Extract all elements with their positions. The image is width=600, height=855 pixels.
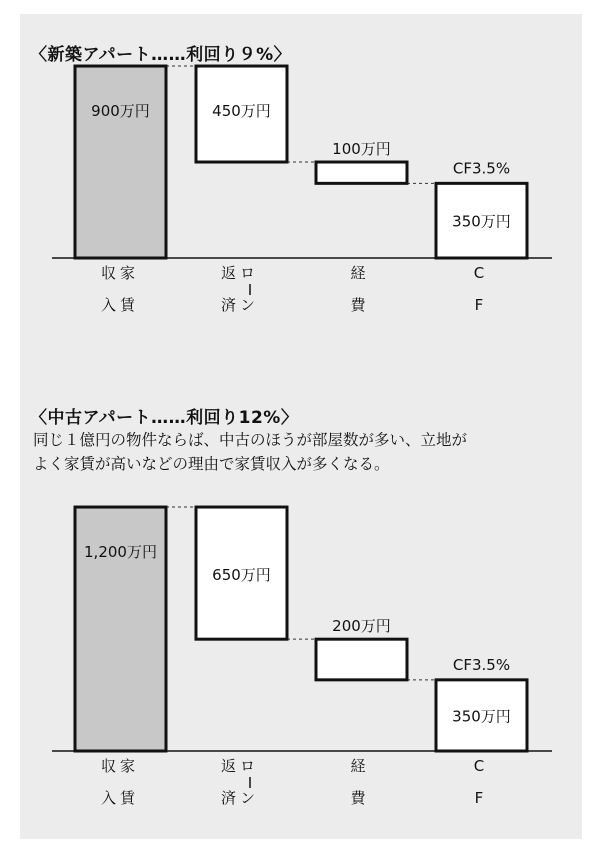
chart1-title: 〈新築アパート……利回り９%〉 bbox=[30, 45, 292, 65]
chart2-category-label-1-bottom: 済ン bbox=[220, 789, 260, 807]
chart1-data-label-repayment: 450万円 bbox=[212, 102, 271, 121]
chart2-waterfall bbox=[0, 480, 600, 825]
chart2-category-label-3-bottom: F bbox=[474, 789, 488, 807]
chart2-category-label-2-top: 経 bbox=[350, 757, 370, 775]
chart1-bar-expenses bbox=[316, 162, 407, 183]
chart2-data-label-repayment: 650万円 bbox=[212, 566, 271, 585]
chart1-data-label-revenue: 900万円 bbox=[91, 102, 150, 121]
chart1-data-label-cash-flow: 350万円 bbox=[452, 212, 511, 231]
chart2-data-label-revenue: 1,200万円 bbox=[84, 543, 157, 562]
chart1-category-label-3-top: C bbox=[473, 264, 489, 282]
chart2-category-label-0-top: 収家 bbox=[100, 757, 140, 775]
chart1-waterfall bbox=[0, 0, 600, 330]
chart2-data-label-cash-flow: 350万円 bbox=[452, 707, 511, 726]
chart2-category-label-3-top: C bbox=[473, 757, 489, 775]
chart1-data-label-expenses: 100万円 bbox=[332, 140, 391, 159]
chart1-category-label-3-bottom: F bbox=[474, 296, 488, 314]
chart1-category-label-0-bottom: 入賃 bbox=[100, 296, 140, 314]
chart1-category-label-0-top: 収家 bbox=[100, 264, 140, 282]
chart2-description-line1: 同じ１億円の物件ならば、中古のほうが部屋数が多い、立地が bbox=[33, 431, 468, 449]
chart1-category-label-1-bottom: 済ン bbox=[220, 296, 260, 314]
chart2-data-label-expenses: 200万円 bbox=[332, 617, 391, 636]
chart1-bar-revenue bbox=[75, 66, 166, 258]
chart2-cf-note: CF3.5% bbox=[452, 655, 511, 674]
chart2-category-label-0-bottom: 入賃 bbox=[100, 789, 140, 807]
chart2-description-line2: よく家賃が高いなどの理由で家賃収入が多くなる。 bbox=[33, 455, 390, 473]
chart1-category-label-2-top: 経 bbox=[350, 264, 370, 282]
chart2-title: 〈中古アパート……利回り12%〉 bbox=[30, 408, 299, 428]
chart2-category-label-2-bottom: 費 bbox=[350, 789, 370, 807]
chart2-category-label-1-top: 返ロ bbox=[220, 757, 260, 775]
chart2-bar-expenses bbox=[316, 639, 407, 680]
chart1-cf-note: CF3.5% bbox=[452, 159, 511, 178]
chart1-category-label-1-top: 返ロ bbox=[220, 264, 260, 282]
chart1-category-label-2-bottom: 費 bbox=[350, 296, 370, 314]
